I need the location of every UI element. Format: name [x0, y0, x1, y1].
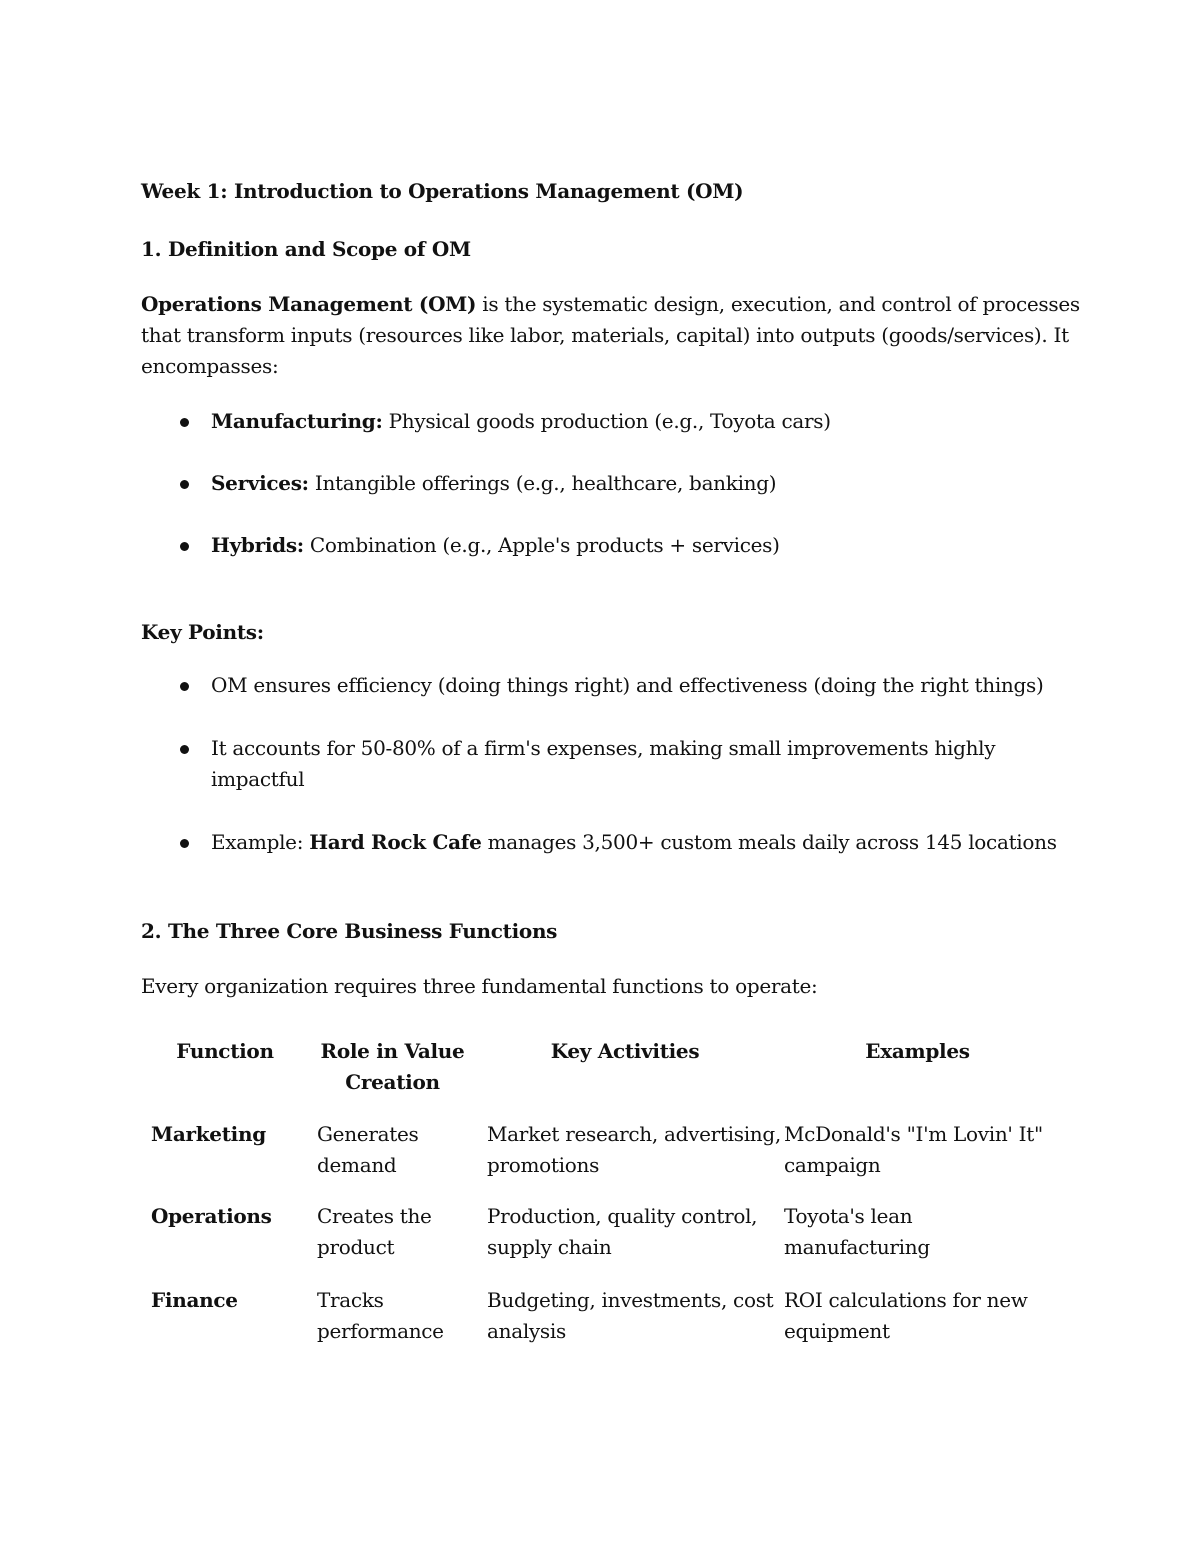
table-cell-examples — [784, 1201, 1064, 1263]
table-cell-role — [317, 1285, 482, 1347]
cell-line: equipment — [784, 1319, 890, 1343]
week-title: Week 1: Introduction to Operations Management (OM) — [141, 179, 744, 203]
section-2-title: 2. The Three Core Business Functions — [141, 919, 558, 943]
key-point-text: OM ensures efficiency (doing things right) and effectiveness (doing the right things) — [211, 673, 1044, 697]
cell-line: Production, quality control, — [487, 1204, 758, 1228]
definition-term: Operations Management (OM) — [141, 292, 477, 316]
cell-line: analysis — [487, 1319, 566, 1343]
key-point-company: Hard Rock Cafe — [309, 830, 482, 854]
bullet-icon — [180, 418, 189, 427]
table-header-examples: Examples — [865, 1039, 970, 1063]
key-points-title: Key Points: — [141, 620, 264, 644]
definition-line-2: that transform inputs (resources like labor, materials, capital) into outputs (goods/services). It — [141, 323, 1069, 347]
table-cell-activities — [487, 1285, 777, 1347]
cell-line: Toyota's lean — [784, 1204, 913, 1228]
table-cell-activities — [487, 1201, 777, 1263]
bullet-icon — [180, 682, 189, 691]
bullet-icon — [180, 839, 189, 848]
table-header-role-line-2: Creation — [345, 1070, 440, 1094]
scope-item-text: Combination (e.g., Apple's products + services) — [303, 533, 780, 557]
table-header-function: Function — [176, 1039, 274, 1063]
scope-item-text: Physical goods production (e.g., Toyota cars) — [382, 409, 831, 433]
section-1-title: 1. Definition and Scope of OM — [141, 237, 471, 261]
scope-item-label: Manufacturing: — [211, 409, 383, 433]
bullet-icon — [180, 542, 189, 551]
table-cell-role — [317, 1201, 482, 1263]
scope-item-text: Intangible offerings (e.g., healthcare, banking) — [308, 471, 777, 495]
cell-line: Generates — [317, 1122, 419, 1146]
table-cell-function: Operations — [151, 1204, 272, 1228]
cell-line: manufacturing — [784, 1235, 930, 1259]
definition-line-1: is the systematic design, execution, and control of processes — [476, 292, 1080, 316]
key-point-prefix: Example: — [211, 830, 310, 854]
definition-paragraph — [141, 289, 1080, 382]
key-point-text-line-2: impactful — [211, 767, 305, 791]
cell-line: product — [317, 1235, 395, 1259]
table-cell-examples — [784, 1119, 1064, 1181]
cell-line: Creates the — [317, 1204, 432, 1228]
scope-item-label: Services: — [211, 471, 309, 495]
table-cell-function: Marketing — [151, 1122, 266, 1146]
cell-line: Market research, advertising, — [487, 1122, 781, 1146]
cell-line: Tracks — [317, 1288, 384, 1312]
cell-line: demand — [317, 1153, 397, 1177]
table-cell-function: Finance — [151, 1288, 238, 1312]
table-header-activities: Key Activities — [550, 1039, 700, 1063]
section-2-intro: Every organization requires three fundamental functions to operate: — [141, 974, 818, 998]
bullet-icon — [180, 745, 189, 754]
bullet-icon — [180, 480, 189, 489]
scope-item-label: Hybrids: — [211, 533, 304, 557]
key-point-text-line-1: It accounts for 50-80% of a firm's expenses, making small improvements highly — [211, 736, 996, 760]
table-cell-activities — [487, 1119, 781, 1181]
cell-line: McDonald's "I'm Lovin' It" — [784, 1122, 1043, 1146]
cell-line: promotions — [487, 1153, 600, 1177]
cell-line: ROI calculations for new — [784, 1288, 1028, 1312]
table-cell-examples — [784, 1285, 1064, 1347]
table-cell-role — [317, 1119, 482, 1181]
definition-line-3: encompasses: — [141, 354, 279, 378]
key-point-rest: manages 3,500+ custom meals daily across 145 locations — [481, 830, 1057, 854]
cell-line: campaign — [784, 1153, 881, 1177]
cell-line: performance — [317, 1319, 444, 1343]
table-header-role — [310, 1036, 475, 1098]
cell-line: Budgeting, investments, cost — [487, 1288, 774, 1312]
table-header-role-line-1: Role in Value — [320, 1039, 465, 1063]
cell-line: supply chain — [487, 1235, 612, 1259]
